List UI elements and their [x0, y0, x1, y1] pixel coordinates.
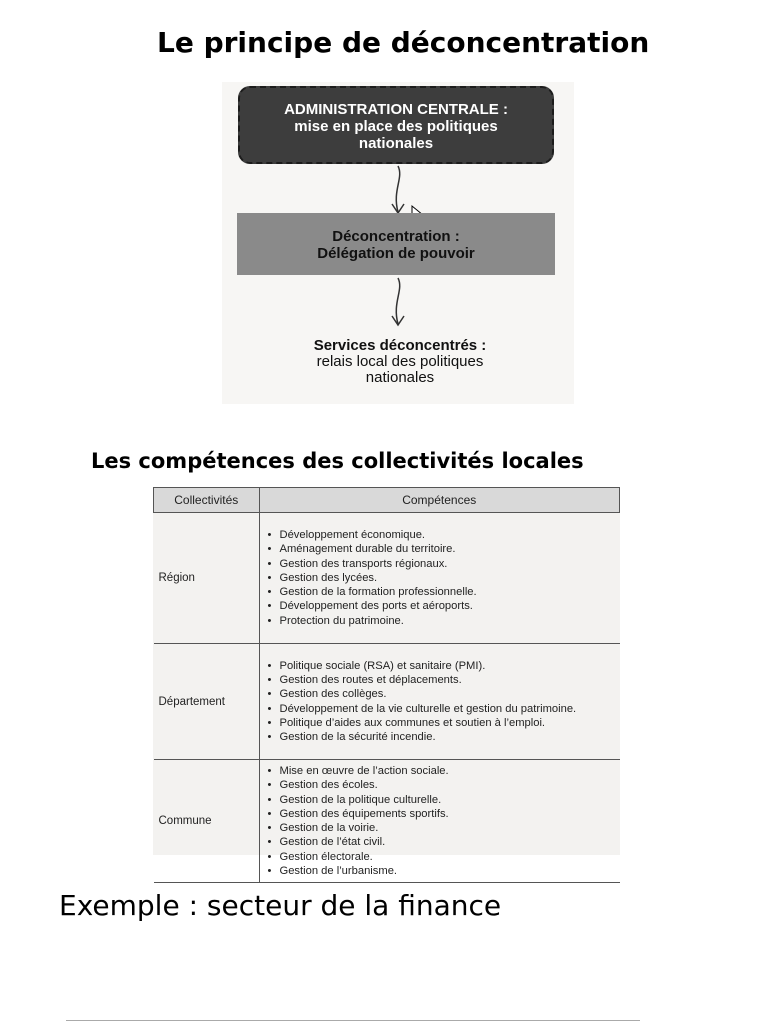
list-item: • Gestion de la politique culturelle. — [268, 793, 614, 807]
example-heading: Exemple : secteur de la finance — [59, 889, 502, 922]
list-item: • Aménagement durable du territoire. — [268, 542, 614, 556]
table-row — [154, 644, 620, 760]
arrow-down-icon — [384, 276, 414, 328]
list-item: • Mise en œuvre de l’action sociale. — [268, 764, 614, 778]
central-box-line: ADMINISTRATION CENTRALE : — [284, 101, 508, 118]
row-competences — [259, 760, 620, 883]
list-item: • Développement économique. — [268, 528, 614, 542]
row-collectivite: Département — [154, 644, 260, 760]
page-title: Le principe de déconcentration — [157, 26, 650, 59]
image-edge-divider — [66, 1020, 640, 1021]
list-item: • Gestion des collèges. — [268, 687, 614, 701]
services-box-line: relais local des politiques — [316, 353, 484, 370]
header-collectivites: Collectivités — [154, 488, 260, 513]
competences-table — [153, 487, 620, 883]
list-item: • Gestion électorale. — [268, 850, 614, 864]
list-item: • Protection du patrimoine. — [268, 614, 614, 628]
services-box-line: Services déconcentrés : — [313, 337, 487, 354]
row-collectivite: Région — [154, 513, 260, 644]
central-administration-box — [238, 86, 554, 164]
central-box-line: nationales — [358, 135, 434, 152]
central-box-line: mise en place des politiques — [294, 118, 498, 135]
table-row — [154, 760, 620, 883]
deconc-box-line: Délégation de pouvoir — [317, 245, 475, 262]
row-competences — [259, 513, 620, 644]
row-collectivite: Commune — [154, 760, 260, 883]
deconc-box-line: Déconcentration : — [332, 228, 460, 245]
list-item: • Gestion de la formation professionnelle. — [268, 585, 614, 599]
deconcentration-box — [237, 213, 555, 275]
list-item: • Politique sociale (RSA) et sanitaire (PMI). — [268, 659, 614, 673]
list-item: • Gestion de la voirie. — [268, 821, 614, 835]
list-item: • Gestion de la sécurité incendie. — [268, 730, 614, 744]
list-item: • Gestion des routes et déplacements. — [268, 673, 614, 687]
services-box — [260, 338, 540, 390]
list-item: • Développement de la vie culturelle et gestion du patrimoine. — [268, 702, 614, 716]
list-item: • Gestion des transports régionaux. — [268, 557, 614, 571]
list-item: • Politique d’aides aux communes et soutien à l’emploi. — [268, 716, 614, 730]
list-item: • Gestion de l’urbanisme. — [268, 864, 614, 878]
table-header-row — [154, 488, 620, 513]
row-competences — [259, 644, 620, 760]
list-item: • Gestion de l’état civil. — [268, 835, 614, 849]
table-row — [154, 513, 620, 644]
list-item: • Gestion des équipements sportifs. — [268, 807, 614, 821]
header-competences: Compétences — [259, 488, 620, 513]
section-title: Les compétences des collectivités locales — [91, 449, 584, 473]
list-item: • Gestion des écoles. — [268, 778, 614, 792]
list-item: • Gestion des lycées. — [268, 571, 614, 585]
list-item: • Développement des ports et aéroports. — [268, 599, 614, 613]
services-box-line: nationales — [365, 369, 435, 386]
